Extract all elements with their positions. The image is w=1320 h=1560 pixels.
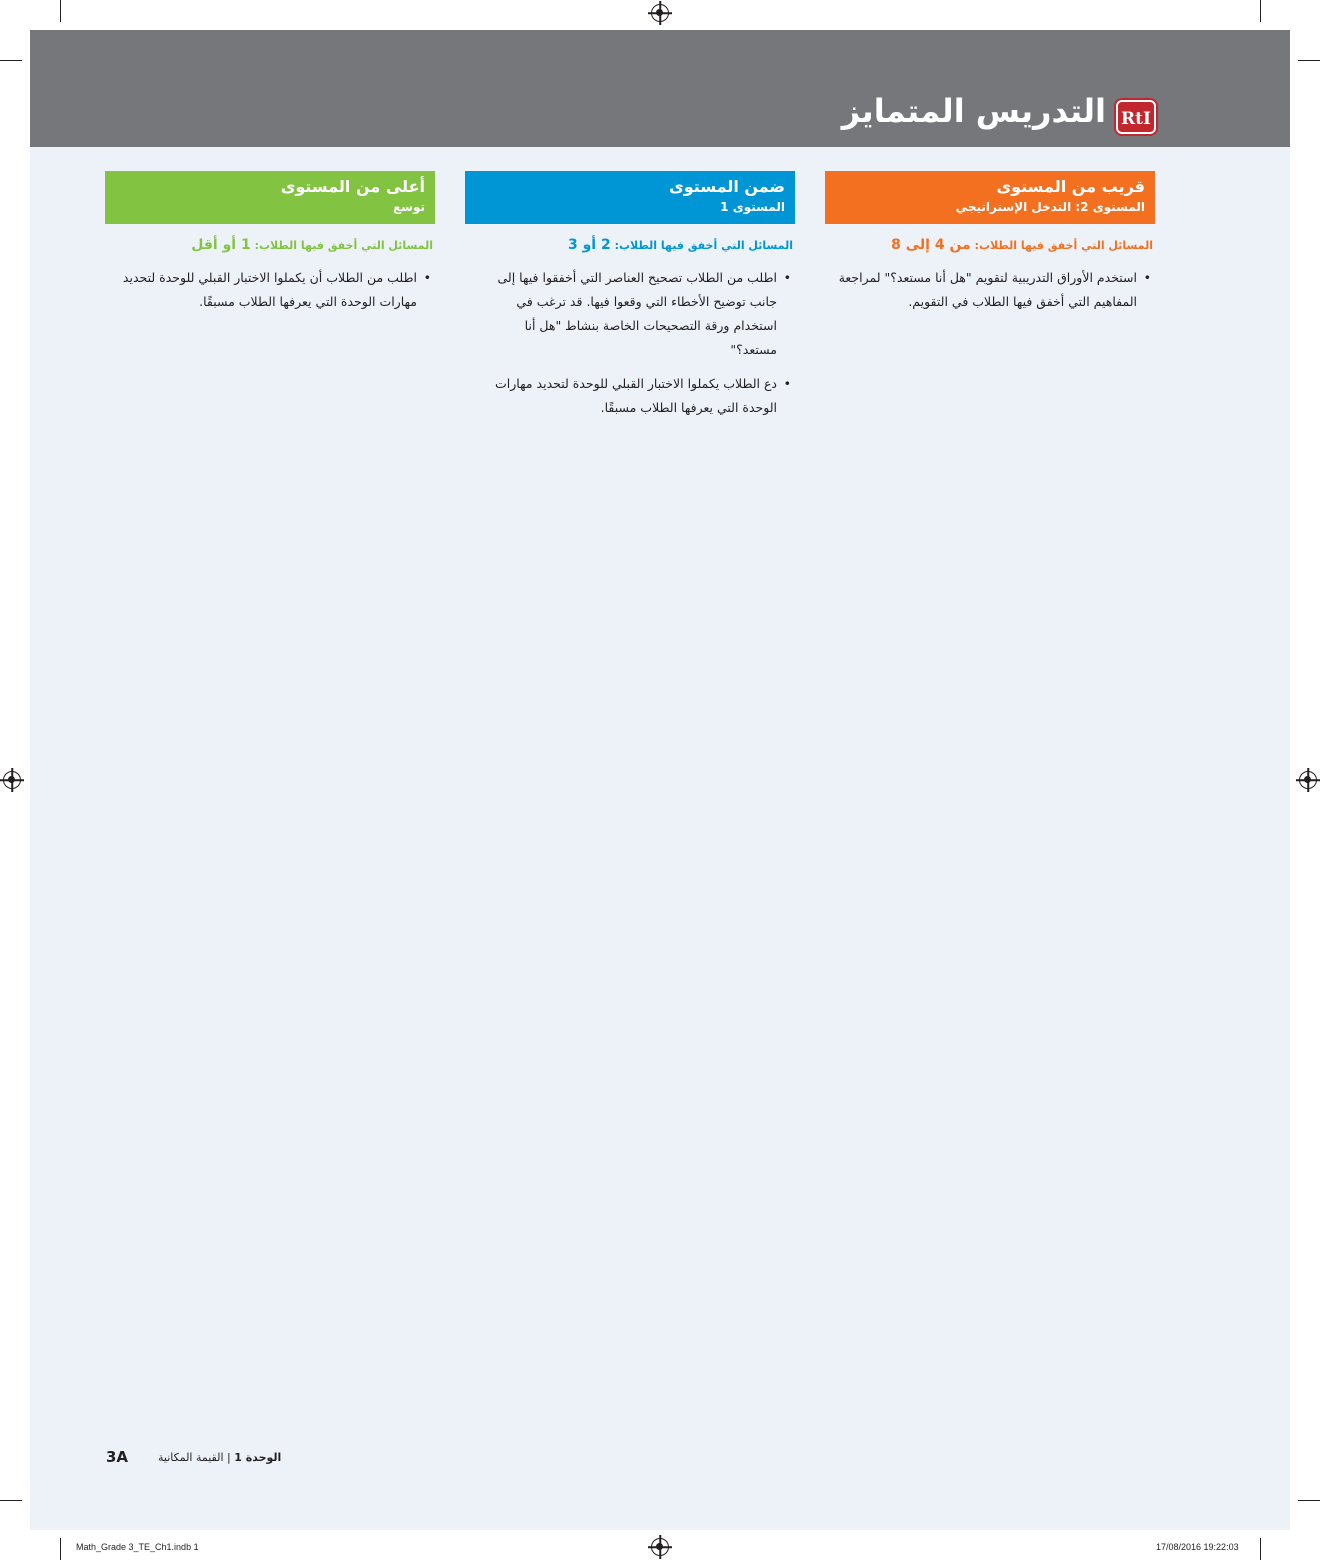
page <box>30 30 1290 1530</box>
column-on-level <box>465 171 795 430</box>
bullet-list <box>825 266 1155 314</box>
column-title: أعلى من المستوى <box>280 177 425 196</box>
footer-divider: | <box>227 1451 231 1464</box>
list-item: • دع الطلاب يكملوا الاختبار القبلي للوحدة لتحديد مهارات الوحدة التي يعرفها الطلاب مسبقًا. <box>465 372 793 420</box>
unit-label: الوحدة 1 <box>234 1451 282 1464</box>
column-header <box>105 171 435 224</box>
running-footer <box>158 1451 281 1464</box>
problems-missed <box>465 237 795 254</box>
unit-title: القيمة المكانية <box>158 1451 224 1464</box>
registration-mark-icon <box>651 4 669 22</box>
crop-mark <box>0 1500 22 1501</box>
problems-label: المسائل التي أخفق فيها الطلاب: <box>974 239 1153 252</box>
rti-logo: RtI <box>1116 100 1156 134</box>
crop-mark <box>1260 1538 1261 1560</box>
crop-mark <box>0 60 22 61</box>
problems-missed <box>105 237 435 254</box>
registration-mark-icon <box>1299 771 1317 789</box>
column-header <box>825 171 1155 224</box>
problems-range: 2 أو 3 <box>567 237 611 253</box>
problems-label: المسائل التي أخفق فيها الطلاب: <box>614 239 793 252</box>
slug-date: 17/08/2016 19:22:03 <box>1156 1542 1239 1552</box>
column-subtitle: المستوى 2: التدخل الإستراتيجي <box>955 200 1145 214</box>
list-item: • استخدم الأوراق التدريبية لتقويم "هل أنا مستعد؟" لمراجعة المفاهيم التي أخفق فيها الطلاب في التقويم. <box>825 266 1153 314</box>
column-subtitle: المستوى 1 <box>720 200 785 214</box>
list-item: • اطلب من الطلاب تصحيح العناصر التي أخفقوا فيها إلى جانب توضيح الأخطاء التي وقعوا فيها. قد ترغب في استخدام ورقة التصحيحات الخاصة بنشاط "هل أنا مستعد؟" <box>465 266 793 362</box>
column-beyond <box>105 171 435 324</box>
problems-missed <box>825 237 1155 254</box>
crop-mark <box>1260 0 1261 22</box>
page-number: 3A <box>106 1448 129 1466</box>
column-title: قريب من المستوى <box>996 177 1145 196</box>
crop-mark <box>1298 1500 1320 1501</box>
column-header <box>465 171 795 224</box>
problems-range: من 4 إلى 8 <box>891 237 971 253</box>
crop-mark <box>1298 60 1320 61</box>
registration-mark-icon <box>3 771 21 789</box>
problems-label: المسائل التي أخفق فيها الطلاب: <box>254 239 433 252</box>
list-item: • اطلب من الطلاب أن يكملوا الاختبار القبلي للوحدة لتحديد مهارات الوحدة التي يعرفها الطلاب مسبقًا. <box>105 266 433 314</box>
crop-mark <box>60 1538 61 1560</box>
bullet-list <box>465 266 795 420</box>
column-subtitle: توسع <box>392 200 425 214</box>
header-banner <box>30 30 1290 147</box>
page-title: التدريس المتمايز <box>841 92 1106 130</box>
registration-mark-icon <box>651 1538 669 1556</box>
column-title: ضمن المستوى <box>669 177 785 196</box>
bullet-list <box>105 266 435 314</box>
column-approaching <box>825 171 1155 324</box>
crop-mark <box>60 0 61 22</box>
problems-range: 1 أو أقل <box>191 237 251 253</box>
slug-file: Math_Grade 3_TE_Ch1.indb 1 <box>76 1542 199 1552</box>
